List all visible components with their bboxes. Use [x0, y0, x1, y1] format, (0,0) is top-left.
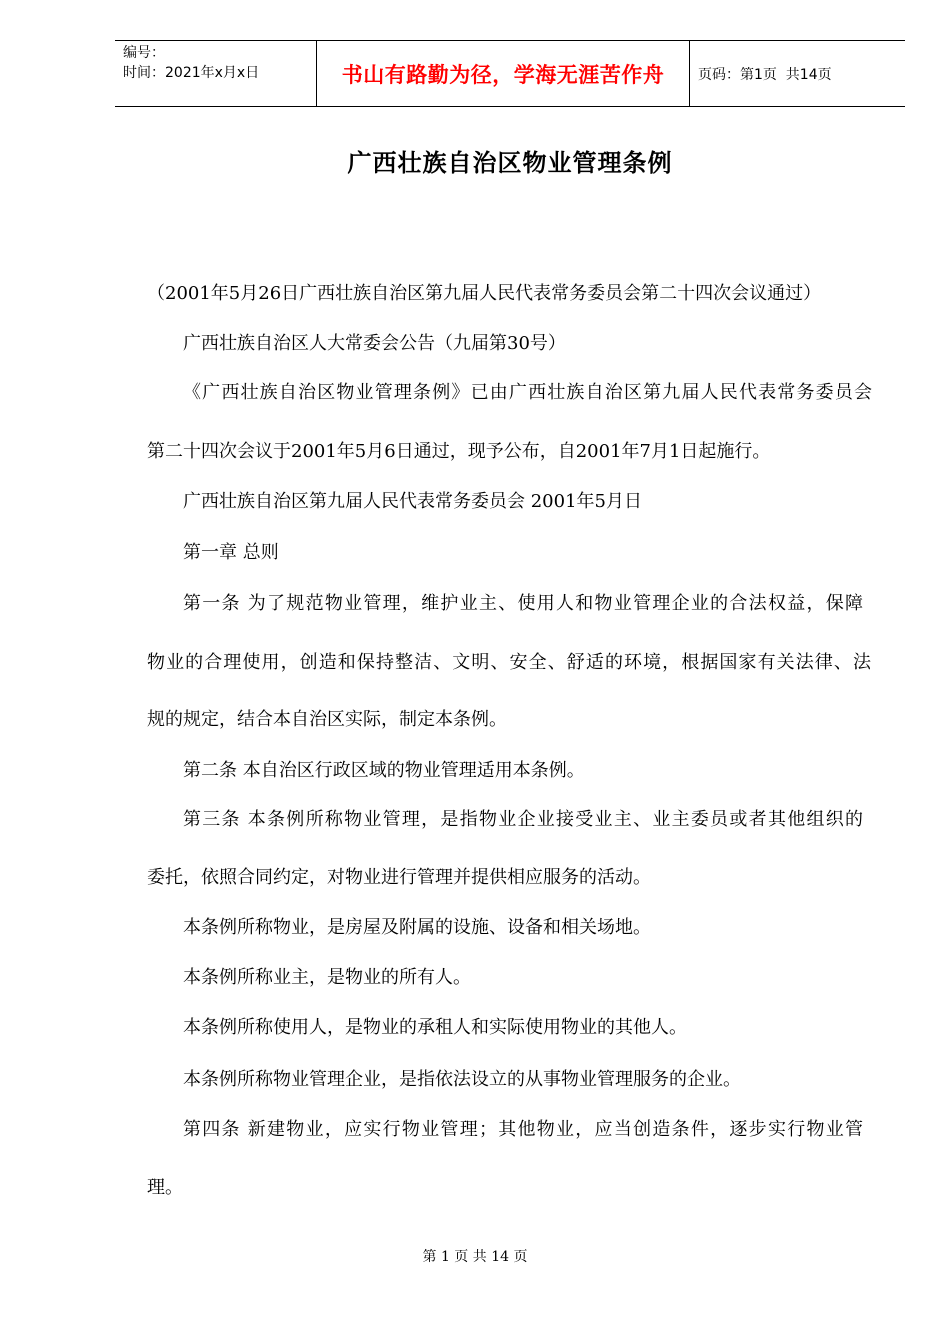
announcement-text-line: 第二十四次会议于2001年5月6日通过，现予公布，自2001年7月1日起施行。 [147, 441, 771, 462]
article-text-line: 第二条 本自治区行政区域的物业管理适用本条例。 [183, 760, 585, 781]
time-label: 时间：2021年x月x日 [123, 65, 260, 81]
chapter-heading: 第一章 总则 [183, 542, 279, 563]
header-motto: 书山有路勤为径，学海无涯苦作舟 [316, 41, 690, 106]
definition-line: 本条例所称物业管理企业，是指依法设立的从事物业管理服务的企业。 [183, 1069, 741, 1090]
article-text-line: 物业的合理使用，创造和保持整洁、文明、安全、舒适的环境，根据国家有关法律、法 [147, 652, 871, 673]
announcement-text-line: 《广西壮族自治区物业管理条例》已由广西壮族自治区第九届人民代表常务委员会 [183, 382, 872, 403]
definition-line: 本条例所称物业，是房屋及附属的设施、设备和相关场地。 [183, 917, 651, 938]
serial-number-label: 编号： [123, 45, 165, 61]
page-footer: 第 1 页 共 14 页 [422, 1249, 528, 1265]
adoption-note: （2001年5月26日广西壮族自治区第九届人民代表常务委员会第二十四次会议通过） [147, 283, 822, 304]
document-header [115, 40, 905, 107]
article-text-line: 第一条 为了规范物业管理，维护业主、使用人和物业管理企业的合法权益，保障 [183, 593, 863, 614]
definition-line: 本条例所称业主，是物业的所有人。 [183, 967, 471, 988]
article-text-line: 规的规定，结合本自治区实际，制定本条例。 [147, 709, 507, 730]
article-text-line: 第三条 本条例所称物业管理，是指物业企业接受业主、业主委员或者其他组织的 [183, 809, 863, 830]
announcement-heading: 广西壮族自治区人大常委会公告（九届第30号） [183, 333, 566, 354]
header-page-info-cell [690, 41, 905, 106]
document-title: 广西壮族自治区物业管理条例 [347, 149, 673, 177]
article-text-line: 委托，依照合同约定，对物业进行管理并提供相应服务的活动。 [147, 867, 651, 888]
header-page-info: 页码：第1页 共14页 [698, 66, 832, 83]
article-text-line: 第四条 新建物业，应实行物业管理；其他物业，应当创造条件，逐步实行物业管 [183, 1119, 863, 1140]
header-meta-cell [115, 41, 316, 106]
definition-line: 本条例所称使用人，是物业的承租人和实际使用物业的其他人。 [183, 1017, 687, 1038]
article-text-line: 理。 [147, 1177, 183, 1198]
issuer-signature: 广西壮族自治区第九届人民代表常务委员会 2001年5月日 [183, 491, 642, 512]
